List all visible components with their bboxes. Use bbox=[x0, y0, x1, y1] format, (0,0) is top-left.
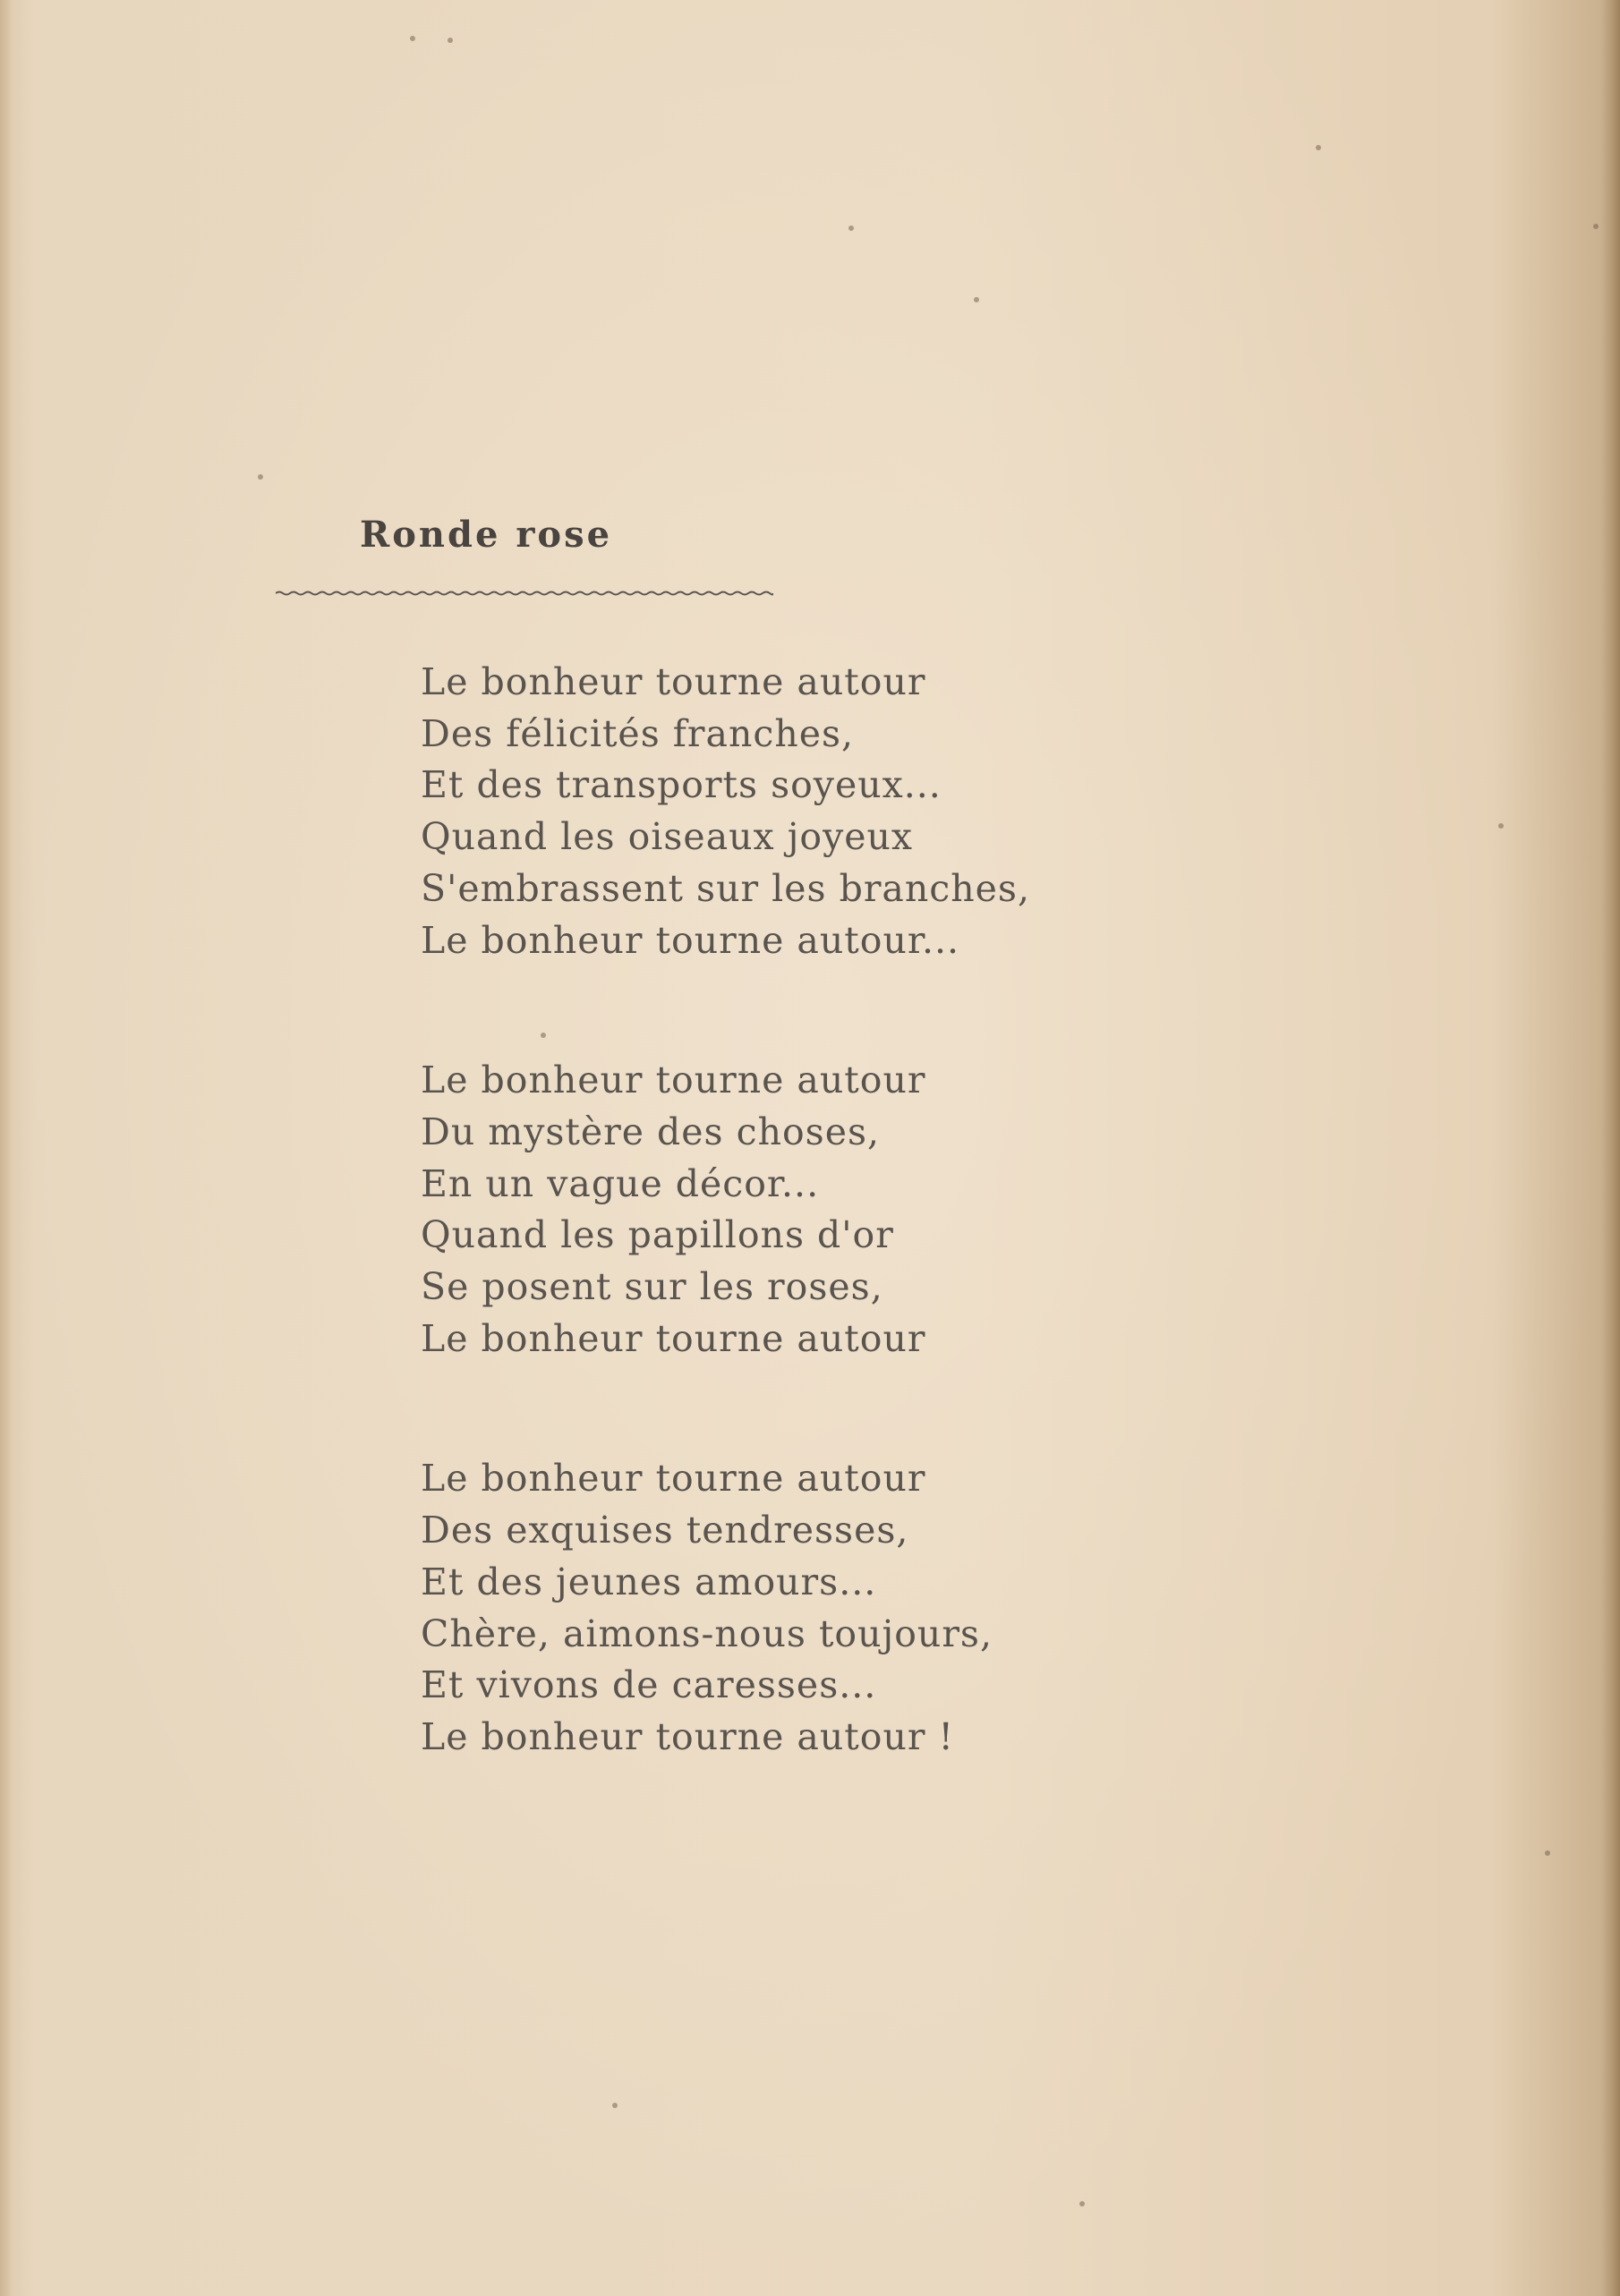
stanza-3 bbox=[421, 1453, 1226, 1763]
paper-speck bbox=[1079, 2201, 1085, 2207]
poem-line: Et des jeunes amours... bbox=[421, 1560, 877, 1603]
poem-line: Le bonheur tourne autour ! bbox=[421, 1714, 954, 1758]
paper-speck bbox=[1498, 823, 1504, 829]
poem-line: Des félicités franches, bbox=[421, 711, 855, 755]
page-left-edge-shading bbox=[0, 0, 13, 2296]
poem-line: Et des transports soyeux... bbox=[421, 763, 942, 807]
stanza-1 bbox=[421, 657, 1226, 966]
poem-line: Du mystère des choses, bbox=[421, 1110, 881, 1153]
paper-speck bbox=[1545, 1850, 1550, 1856]
poem-line: Chère, aimons-nous toujours, bbox=[421, 1611, 993, 1655]
poem-line: Et vivons de caresses... bbox=[421, 1663, 877, 1707]
poem-line: Le bonheur tourne autour... bbox=[421, 918, 960, 962]
poem-line: S'embrassent sur les branches, bbox=[421, 866, 1030, 910]
paper-speck bbox=[1593, 224, 1599, 229]
poem-line: Se posent sur les roses, bbox=[421, 1265, 883, 1309]
page-right-edge-shading bbox=[1600, 0, 1620, 2296]
paper-speck bbox=[848, 225, 854, 231]
poem-body bbox=[421, 657, 1226, 1764]
poem-line: Le bonheur tourne autour bbox=[421, 1059, 926, 1102]
paper-speck bbox=[448, 38, 453, 43]
paper-speck bbox=[612, 2103, 618, 2108]
poem-line: Le bonheur tourne autour bbox=[421, 660, 926, 703]
stanza-2 bbox=[421, 1055, 1226, 1365]
paper-speck bbox=[974, 297, 979, 302]
poem-line: Le bonheur tourne autour bbox=[421, 1457, 926, 1501]
paper-speck bbox=[410, 36, 415, 41]
poem-line: En un vague décor... bbox=[421, 1161, 820, 1205]
poem-line: Des exquises tendresses, bbox=[421, 1509, 909, 1552]
paper-speck bbox=[258, 474, 263, 480]
poem-title: Ronde rose bbox=[360, 514, 613, 556]
paper-speck bbox=[1316, 145, 1321, 150]
poem-line: Le bonheur tourne autour bbox=[421, 1316, 926, 1360]
title-underline-rule bbox=[276, 591, 773, 596]
poem-line: Quand les oiseaux joyeux bbox=[421, 815, 914, 859]
poem-line: Quand les papillons d'or bbox=[421, 1213, 894, 1257]
